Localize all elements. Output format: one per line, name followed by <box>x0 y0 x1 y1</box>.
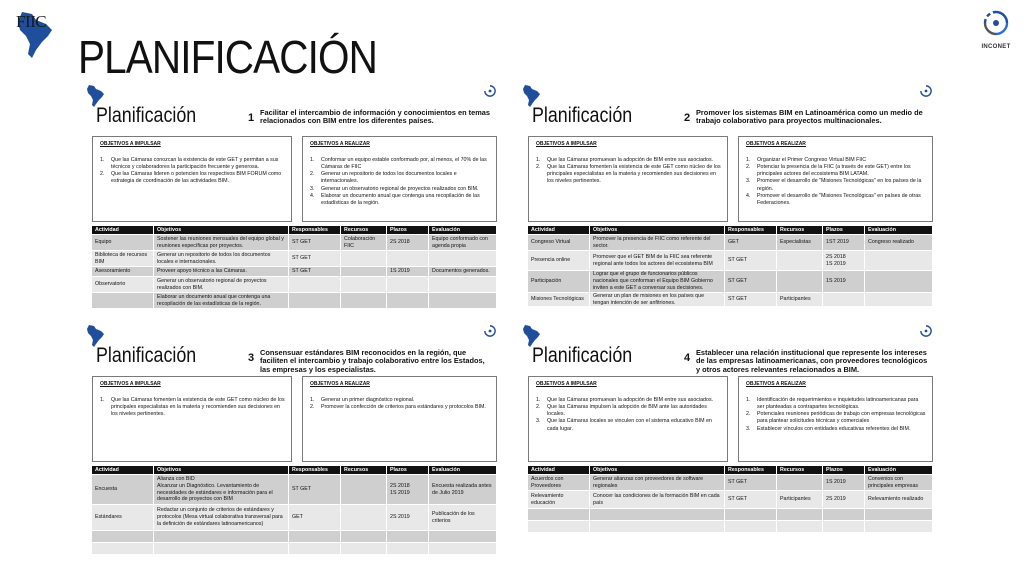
column-header: Plazos <box>387 466 429 475</box>
objective-text: Promover el desarrollo de "Misiones Tecnológicas" en los países de la región. <box>757 178 922 192</box>
objective-item <box>746 164 926 178</box>
objective-text: Que las Cámaras promuevan la adopción de BIM entre sus asociados. <box>547 157 714 163</box>
table-cell <box>429 251 497 267</box>
planning-panel-1 <box>82 82 500 322</box>
objetivos-realizar-box <box>738 136 933 222</box>
objective-number: 1. <box>100 397 105 403</box>
table-cell: 1ST 2019 <box>823 235 865 251</box>
table-cell <box>387 251 429 267</box>
table-cell: Participantes <box>777 293 823 307</box>
table-cell <box>528 509 590 521</box>
objective-text: Que las Cámaras lideren o potencien los respectivos BIM FORUM como estrategia de coordinación de las actividades BIM. <box>111 171 282 185</box>
table-row <box>92 293 497 309</box>
objective-item <box>310 186 490 193</box>
table-cell <box>341 505 387 531</box>
table-cell: Colaboración FIIC <box>341 235 387 251</box>
column-header: Recursos <box>341 466 387 475</box>
objective-item <box>100 171 285 185</box>
table-cell <box>429 543 497 555</box>
table-cell: Proveer apoyo técnico a las Cámaras. <box>154 267 289 277</box>
table-cell: 1S 2019 <box>823 271 865 293</box>
objective-number: 1. <box>100 157 105 163</box>
table-cell <box>777 509 823 521</box>
table-row <box>92 267 497 277</box>
table-cell: Generar alianzas con proveedores de software regionales <box>590 475 725 491</box>
table-row <box>528 271 933 293</box>
panel-goal-description: Consensuar estándares BIM reconocidos en la región, que faciliten el intercambio y trabajo colaborativo entre los Estados, las empresas y los especialistas. <box>260 348 485 374</box>
table-cell: Redactar un conjunto de criterios de estándares y protocolos (Mesa virtual colaborativa transversal para la definición de estándares latinoamericanos) <box>154 505 289 531</box>
column-header: Responsables <box>725 226 777 235</box>
objective-number: 1. <box>536 397 541 403</box>
table-cell <box>289 543 341 555</box>
table-cell: GET <box>289 505 341 531</box>
table-row <box>528 509 933 521</box>
objetivos-impulsar-box <box>528 136 728 222</box>
objectives-title: OBJETIVOS A IMPULSAR <box>536 381 597 387</box>
objective-item <box>536 404 721 418</box>
objective-number: 1. <box>746 157 751 163</box>
table-row <box>528 293 933 307</box>
table-cell <box>387 531 429 543</box>
objectives-list <box>100 157 285 186</box>
table-cell <box>387 293 429 309</box>
table-row <box>92 543 497 555</box>
table-cell: Presencia online <box>528 251 590 271</box>
fiic-logo <box>6 6 60 60</box>
objective-number: 2. <box>310 404 315 411</box>
activities-table <box>92 466 497 555</box>
column-header: Recursos <box>777 226 823 235</box>
table-cell <box>725 509 777 521</box>
inconet-swirl-icon <box>482 324 498 338</box>
table-cell: Encuesta <box>92 475 154 505</box>
table-cell: Asesoramiento <box>92 267 154 277</box>
table-cell: Generar un plan de misiones en los países que tengan intención de ser anfitriones. <box>590 293 725 307</box>
activities-table <box>528 226 933 307</box>
inconet-swirl-icon <box>981 8 1011 38</box>
panel-heading: Planificación <box>96 344 197 367</box>
table-cell: Elaborar un documento anual que contenga una recopilación de las estadísticas de la región. <box>154 293 289 309</box>
panel-goal-description: Promover los sistemas BIM en Latinoamérica como un medio de trabajo colaborativo para proyectos multinacionales. <box>696 108 923 126</box>
table-cell <box>92 293 154 309</box>
table-cell: 1S 2019 <box>823 475 865 491</box>
table-cell: Promover que el GET BIM de la FIIC sea referente regional ante todos los actores del ecosistema BIM <box>590 251 725 271</box>
panel-number: 3 <box>248 352 255 364</box>
objective-number: 2. <box>100 171 105 178</box>
inconet-logo-text: INCONET <box>981 44 1011 50</box>
table-cell: ST GET <box>725 251 777 271</box>
objective-number: 3. <box>746 425 751 432</box>
table-cell <box>289 277 341 293</box>
table-cell <box>865 251 933 271</box>
table-header-row <box>528 226 933 235</box>
table-row <box>528 475 933 491</box>
objectives-title: OBJETIVOS A REALIZAR <box>746 141 806 147</box>
table-cell: GET <box>725 235 777 251</box>
column-header: Plazos <box>387 226 429 235</box>
objective-item <box>100 397 285 418</box>
table-row <box>528 521 933 533</box>
objectives-list <box>310 397 490 411</box>
table-cell <box>341 475 387 505</box>
table-cell: ST GET <box>725 271 777 293</box>
table-cell <box>823 509 865 521</box>
table-cell: Alianza con BID Alcanzar un Diagnóstico. Levantamiento de necesidades de estándares e información para el desarrollo de proyectos con BIM <box>154 475 289 505</box>
objectives-title: OBJETIVOS A IMPULSAR <box>100 141 161 147</box>
objectives-list <box>310 157 490 207</box>
objective-number: 2. <box>746 411 751 418</box>
column-header: Plazos <box>823 466 865 475</box>
objective-item <box>536 397 721 404</box>
column-header: Actividad <box>528 226 590 235</box>
table-cell <box>429 531 497 543</box>
table-cell: Participantes <box>777 491 823 509</box>
table-cell: Documentos generados. <box>429 267 497 277</box>
objective-text: Generar un observatorio regional de proyectos realizados con BIM. <box>321 185 479 192</box>
planning-panel-4 <box>518 322 936 562</box>
fiic-logo-text: FIIC <box>16 12 47 31</box>
table-cell: Lograr que el grupo de funcionarios públicos nacionales que conforman el Equipo BIM Gobierno inviten a este GET a conversar sus decisiones. <box>590 271 725 293</box>
inconet-swirl-icon <box>482 84 498 98</box>
inconet-swirl-icon <box>918 324 934 338</box>
objetivos-realizar-box <box>302 136 497 222</box>
objetivos-impulsar-box <box>92 136 292 222</box>
table-cell: Especialistas <box>777 235 823 251</box>
table-row <box>92 505 497 531</box>
panel-number: 1 <box>248 112 255 124</box>
planning-panel-2 <box>518 82 936 322</box>
panel-heading: Planificación <box>532 344 633 367</box>
table-cell: Generar un observatorio regional de proyectos realizados con BIM. <box>154 277 289 293</box>
objetivos-realizar-box <box>302 376 497 462</box>
panel-heading: Planificación <box>532 104 633 127</box>
column-header: Plazos <box>823 226 865 235</box>
table-cell <box>341 531 387 543</box>
objetivos-impulsar-box <box>92 376 292 462</box>
table-cell: Relevamiento realizado <box>865 491 933 509</box>
objectives-title: OBJETIVOS A REALIZAR <box>310 141 370 147</box>
objective-number: 4. <box>310 192 315 199</box>
column-header: Recursos <box>777 466 823 475</box>
panel-goal-description: Establecer una relación institucional que represente los intereses de las empresas latinoamericanas, con proveedores tecnológicos y otros actores relevantes relacionados a BIM. <box>696 348 928 374</box>
column-header: Objetivos <box>590 466 725 475</box>
table-cell: 1S 2019 <box>387 267 429 277</box>
objective-item <box>746 178 926 192</box>
table-cell: ST GET <box>725 475 777 491</box>
column-header: Objetivos <box>154 226 289 235</box>
objective-text: Que las Cámaras conozcan la existencia de este GET y permitan a sus técnicos y colaboradores la participación frecuente y generosa. <box>111 157 279 171</box>
objectives-title: OBJETIVOS A IMPULSAR <box>100 381 161 387</box>
column-header: Objetivos <box>590 226 725 235</box>
table-cell: Estándares <box>92 505 154 531</box>
column-header: Recursos <box>341 226 387 235</box>
table-row <box>92 251 497 267</box>
objective-item <box>536 157 721 164</box>
table-cell: ST GET <box>725 491 777 509</box>
panel-heading: Planificación <box>96 104 197 127</box>
objective-item <box>746 157 926 164</box>
objectives-list <box>746 157 926 207</box>
inconet-mini-logo <box>918 324 934 344</box>
table-cell <box>429 277 497 293</box>
table-cell <box>590 509 725 521</box>
table-cell <box>341 277 387 293</box>
table-row <box>92 235 497 251</box>
table-cell <box>341 267 387 277</box>
table-cell <box>865 293 933 307</box>
table-cell <box>865 521 933 533</box>
activities-table <box>92 226 497 309</box>
objective-text: Promover el desarrollo de "Misiones Tecnológicas" en países de otras Federaciones. <box>757 192 921 206</box>
table-cell <box>289 293 341 309</box>
objective-item <box>310 193 490 207</box>
table-header-row <box>92 226 497 235</box>
objectives-title: OBJETIVOS A REALIZAR <box>746 381 806 387</box>
objective-item <box>536 164 721 185</box>
column-header: Responsables <box>289 226 341 235</box>
table-row <box>92 531 497 543</box>
objective-number: 2. <box>536 404 541 411</box>
objectives-title: OBJETIVOS A REALIZAR <box>310 381 370 387</box>
panel-number: 4 <box>684 352 691 364</box>
objective-number: 4. <box>746 192 751 199</box>
objectives-title: OBJETIVOS A IMPULSAR <box>536 141 597 147</box>
column-header: Actividad <box>92 466 154 475</box>
table-cell: Conocer las condiciones de la formación BIM en cada país <box>590 491 725 509</box>
table-row <box>92 277 497 293</box>
table-cell: Observatorio <box>92 277 154 293</box>
objective-text: Que las Cámaras impulsen la adopción de BIM ante las autoridades locales. <box>547 404 707 418</box>
table-cell <box>429 293 497 309</box>
table-cell: 2S 2018 1S 2019 <box>387 475 429 505</box>
objective-number: 1. <box>746 397 751 403</box>
table-header-row <box>528 466 933 475</box>
objective-text: Generar un repositorio de todos los documentos locales e internacionales. <box>321 171 457 185</box>
table-cell <box>725 521 777 533</box>
objective-number: 1. <box>310 397 315 403</box>
objective-text: Conformar un equipo estable conformado por, al menos, el 70% de las Cámaras de FIIC <box>321 157 487 171</box>
column-header: Evaluación <box>429 226 497 235</box>
table-cell <box>777 271 823 293</box>
objective-number: 3. <box>310 185 315 192</box>
table-cell <box>341 543 387 555</box>
objective-number: 3. <box>746 178 751 185</box>
table-cell <box>341 251 387 267</box>
objective-text: Elaborar un documento anual que contenga una recopilación de las estadísticas de la región. <box>321 192 480 206</box>
table-cell: ST GET <box>289 251 341 267</box>
table-cell: Generar un repositorio de todos los documentos locales e internacionales. <box>154 251 289 267</box>
table-cell: Equipo conformado con agenda propia <box>429 235 497 251</box>
table-cell <box>154 543 289 555</box>
table-cell: Relevamiento educación <box>528 491 590 509</box>
table-cell <box>154 531 289 543</box>
objective-item <box>310 397 490 404</box>
table-header-row <box>92 466 497 475</box>
table-cell: ST GET <box>725 293 777 307</box>
objective-item <box>746 411 926 425</box>
objective-text: Organizar el Primer Congreso Virtual BIM FIIC <box>757 157 867 163</box>
table-cell <box>590 521 725 533</box>
objective-number: 2. <box>746 164 751 171</box>
table-cell <box>387 543 429 555</box>
objective-text: Potenciales reuniones periódicas de trabajo con empresas tecnológicas para plantear solicitudes técnicas y comerciales <box>757 411 926 425</box>
objective-text: Potenciar la presencia de la FIIC (a través de este GET) entre los principales actores del ecosistema BIM LATAM. <box>757 164 911 178</box>
table-cell: Publicación de los criterios <box>429 505 497 531</box>
table-row <box>528 235 933 251</box>
column-header: Evaluación <box>865 466 933 475</box>
table-cell <box>777 475 823 491</box>
activities-table <box>528 466 933 533</box>
column-header: Objetivos <box>154 466 289 475</box>
objective-number: 1. <box>310 157 315 163</box>
planning-panel-3 <box>82 322 500 562</box>
objective-number: 2. <box>310 171 315 178</box>
objective-text: Que las Cámaras fomenten la existencia de este GET como núcleo de los principales especialistas en la materia y recomienden sus decisiones en los niveles pertinentes. <box>111 397 285 418</box>
table-cell: Sostener las reuniones mensuales del equipo global y reuniones específicas por proyectos. <box>154 235 289 251</box>
table-cell <box>777 251 823 271</box>
column-header: Responsables <box>289 466 341 475</box>
table-cell <box>865 509 933 521</box>
objective-number: 3. <box>536 418 541 425</box>
table-row <box>92 475 497 505</box>
objective-text: Identificación de requerimientos e inquietudes latinoamericanas para ser planteadas a contrapartes tecnológicas. <box>757 397 919 411</box>
table-cell <box>289 531 341 543</box>
objective-item <box>536 418 721 432</box>
table-cell: 2S 2019 <box>387 505 429 531</box>
table-cell <box>777 521 823 533</box>
table-cell: Convenios con principales empresas <box>865 475 933 491</box>
table-cell <box>823 521 865 533</box>
objective-item <box>310 157 490 171</box>
table-cell: Congreso Virtual <box>528 235 590 251</box>
objective-item <box>746 397 926 411</box>
objective-number: 2. <box>536 164 541 171</box>
table-row <box>528 491 933 509</box>
table-cell <box>387 277 429 293</box>
objective-text: Establecer vínculos con entidades educativas referentes del BIM. <box>757 425 911 432</box>
objectives-list <box>536 157 721 186</box>
objetivos-impulsar-box <box>528 376 728 462</box>
objective-text: Generar un primer diagnóstico regional. <box>321 397 415 403</box>
table-cell: Equipo <box>92 235 154 251</box>
objective-text: Que las Cámaras promuevan la adopción de BIM entre sus asociados. <box>547 397 714 403</box>
objective-item <box>100 157 285 171</box>
column-header: Evaluación <box>865 226 933 235</box>
table-cell <box>341 293 387 309</box>
table-cell <box>865 271 933 293</box>
column-header: Actividad <box>92 226 154 235</box>
table-cell: Encuesta realizada antes de Julio 2019 <box>429 475 497 505</box>
table-cell: 2S 2018 1S 2019 <box>823 251 865 271</box>
column-header: Actividad <box>528 466 590 475</box>
inconet-mini-logo <box>482 84 498 104</box>
objectives-list <box>100 397 285 418</box>
table-cell: Misiones Tecnológicas <box>528 293 590 307</box>
table-cell: ST GET <box>289 475 341 505</box>
objetivos-realizar-box <box>738 376 933 462</box>
objective-item <box>310 171 490 185</box>
table-cell <box>92 531 154 543</box>
objectives-list <box>536 397 721 433</box>
inconet-mini-logo <box>482 324 498 344</box>
objective-item <box>746 193 926 207</box>
table-cell: ST GET <box>289 235 341 251</box>
inconet-logo <box>974 8 1018 58</box>
objective-text: Que las Cámaras fomenten la existencia de este GET como núcleo de los principales especialistas en la materia y recomienden sus decisiones en los niveles pertinentes. <box>547 164 721 185</box>
objective-text: Que las Cámaras locales se vinculen con el sistema educativo BIM en cada lugar. <box>547 418 712 432</box>
table-cell: 2S 2019 <box>823 491 865 509</box>
table-cell: Congreso realizado <box>865 235 933 251</box>
table-cell: Acuerdos con Proveedores <box>528 475 590 491</box>
table-cell: Promover la presencia de FIIC como referente del sector. <box>590 235 725 251</box>
table-cell: Biblioteca de recursos BIM <box>92 251 154 267</box>
column-header: Evaluación <box>429 466 497 475</box>
inconet-swirl-icon <box>918 84 934 98</box>
objective-text: Promover la confección de criterios para estándares y protocolos BIM. <box>321 404 486 411</box>
table-row <box>528 251 933 271</box>
table-cell <box>92 543 154 555</box>
table-cell: ST GET <box>289 267 341 277</box>
table-cell <box>823 293 865 307</box>
objectives-list <box>746 397 926 433</box>
table-cell: 2S 2018 <box>387 235 429 251</box>
panel-goal-description: Facilitar el intercambio de información y conocimientos en temas relacionados con BIM entre los diferentes países. <box>260 108 490 126</box>
page-title: PLANIFICACIÓN <box>78 31 377 83</box>
inconet-mini-logo <box>918 84 934 104</box>
column-header: Responsables <box>725 466 777 475</box>
objective-number: 1. <box>536 157 541 163</box>
panel-number: 2 <box>684 112 691 124</box>
objective-item <box>746 426 926 433</box>
table-cell <box>528 521 590 533</box>
table-cell: Participación <box>528 271 590 293</box>
objective-item <box>310 404 490 411</box>
